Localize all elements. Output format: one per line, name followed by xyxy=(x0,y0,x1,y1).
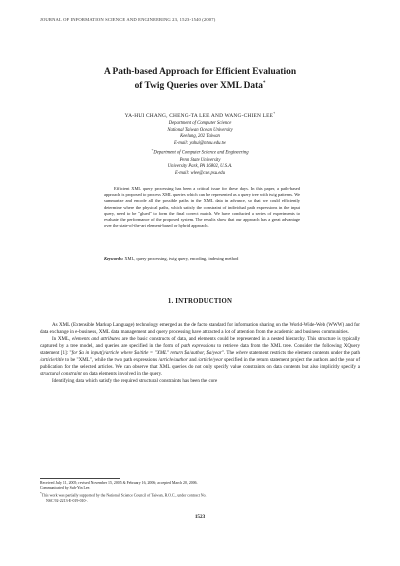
author-list xyxy=(40,111,360,119)
text-run: ". The xyxy=(221,349,236,356)
keywords xyxy=(104,256,300,262)
text-run: on data elements involved in the query. xyxy=(81,370,163,377)
keywords-text: XML, query processing, twig query, encoding, indexing method xyxy=(124,256,239,261)
emphasis: path expressions xyxy=(181,342,216,349)
text-run: statement restricts the element contents under the path xyxy=(247,349,360,356)
author-names: YA-HUI CHANG, CHENG-TA LEE AND WANG-CHIEN LEE xyxy=(124,112,274,119)
paragraph xyxy=(40,336,360,377)
footnote-received: Received July 11, 2005; revised November 15, 2005 & February 16, 2006; accepted March 20, 2006. xyxy=(40,481,198,485)
text-run: specified in the return statement project the authors and the year of publication for the selected articles. We can observe that XML queries do not only specify value constraints on data contents but also implicitly specify a xyxy=(40,356,360,370)
author-marker: + xyxy=(273,111,276,115)
path-expression: /article/year xyxy=(197,356,223,363)
affiliation-line: University Park, PA 16802, U.S.A. xyxy=(167,164,233,170)
keywords-label: Keywords: xyxy=(104,256,124,261)
paragraph: As XML (Extensible Markup Language) technology emerged as the de facto standard for information sharing on the World-Wide-Web (WWW) and for data exchange in e-business, XML data management and query processing have attracted a lot of attention from the academic and business communities. xyxy=(40,322,360,335)
footnotes xyxy=(40,481,360,504)
query-code: for $a in input()/article where $a/title = "XML" return $a/author, $a/year xyxy=(71,349,222,356)
text-run: to retrieve data from the XML tree. Consider the following XQuery statement [1]: " xyxy=(40,342,360,356)
emphasis: where xyxy=(235,349,248,356)
emphasis: elements and attributes xyxy=(72,336,120,342)
affiliation-marker: + xyxy=(151,148,154,153)
paragraph: Identifying data which satisfy the required structural constraints has been the core xyxy=(52,377,218,384)
affiliation-line: Keelung, 202 Taiwan xyxy=(180,134,220,140)
affiliation-line: Department of Computer Science xyxy=(168,121,232,126)
path-expression: /article/author xyxy=(158,356,188,363)
footnote-text: This work was partially supported by the National Science Council of Taiwan, R.O.C., under contract No. xyxy=(41,493,207,498)
title-line-2: of Twig Queries over XML Data xyxy=(134,81,263,92)
footnote-support xyxy=(40,491,360,499)
text-run: and xyxy=(187,356,198,363)
title-footnote-marker: * xyxy=(262,81,266,86)
footnote-divider xyxy=(40,478,120,479)
affiliation-email: E-mail: yahui@ntou.edu.tw xyxy=(173,140,227,146)
affiliation-line: Penn State University xyxy=(179,157,221,163)
affiliation-text: Department of Computer Science and Engineering xyxy=(153,150,249,156)
running-head: JOURNAL OF INFORMATION SCIENCE AND ENGINEERING 23, 1523-1540 (2007) xyxy=(40,17,216,22)
footnote-marker: * xyxy=(40,491,42,496)
text-run: to be "XML", while the two path expressions xyxy=(63,356,159,363)
path-expression: /article/title xyxy=(40,356,64,363)
page-number: 1523 xyxy=(194,514,206,520)
emphasis: structural constraint xyxy=(40,370,82,377)
body-text xyxy=(40,322,360,385)
footnote-support-cont: NSC 92-2213-E-019-010-. xyxy=(46,498,88,503)
paper-title xyxy=(40,66,360,92)
footnote-communicated: Communicated by Suh-Yin Lee. xyxy=(40,486,91,491)
text-run: In XML, xyxy=(52,336,73,342)
affiliation-email: E-mail: wlee@cse.psu.edu xyxy=(174,170,225,176)
affiliation-line: National Taiwan Ocean University xyxy=(167,127,233,133)
section-heading: 1. INTRODUCTION xyxy=(167,298,233,305)
text-run: are the basic constructs of data, and elements could be represented in a nested hierarchy. This structure is typically captured by a tree model, and queries are specified in the form of xyxy=(40,336,360,349)
title-line-1: A Path-based Approach for Efficient Evaluation xyxy=(103,67,297,77)
abstract: Efficient XML query processing has been a critical issue for these days. In this paper, a path-based approach is proposed to process XML queries which can be represented as a query tree with twig patterns. We summarize and encode all the possible paths in the XML data in advance, so that we could efficiently determine where the physical paths, which satisfy the constraint of individual path expressions in the input query, need to be "glued" to form the final correct match. We have conducted a series of experiments to evaluate the performance of the proposed system. The results show that our approach has a great advantage over the state-of-the-art element-based or hybrid approach. xyxy=(104,186,300,229)
affiliation-line xyxy=(40,147,360,157)
affiliations xyxy=(40,121,360,177)
